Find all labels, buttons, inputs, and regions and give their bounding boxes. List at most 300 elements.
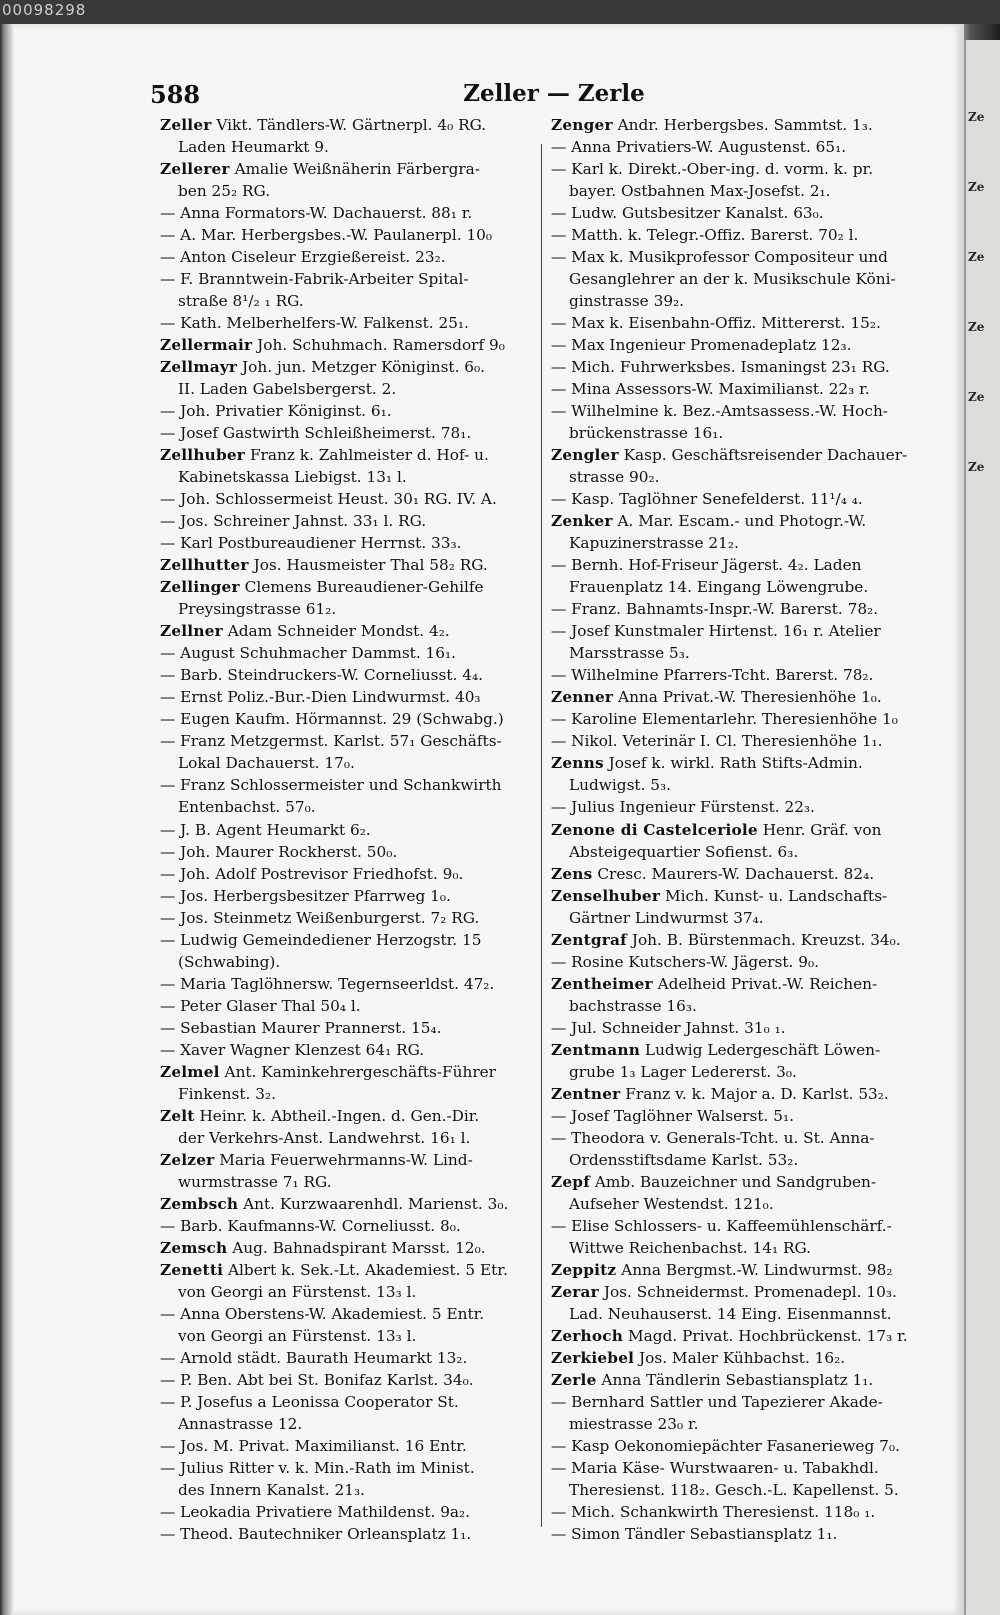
entry-text: — Karl k. Direkt.-Ober-ing. d. vorm. k. pr.: [551, 160, 874, 179]
entry-text: — P. Ben. Abt bei St. Bonifaz Karlst. 34₀.: [160, 1370, 474, 1389]
entry-text: — Kath. Melberhelfers-W. Falkenst. 25₁.: [160, 314, 469, 333]
entry-text: — Jos. Herbergsbesitzer Pfarrweg 1₀.: [160, 886, 451, 905]
entry-text: wurmstrasse 7₁ RG.: [178, 1172, 332, 1191]
entry-text: Clemens Bureaudiener-Gehilfe: [244, 578, 484, 597]
directory-line: [160, 752, 538, 774]
directory-line: [160, 774, 538, 796]
entry-text: Entenbachst. 57₀.: [178, 798, 316, 817]
entry-text: Preysingstrasse 61₂.: [178, 600, 337, 619]
directory-line: [160, 620, 538, 642]
entry-text: — Ernst Poliz.-Bur.-Dien Lindwurmst. 40₃: [160, 688, 481, 707]
directory-line: [160, 114, 538, 136]
directory-line: [160, 1281, 538, 1303]
surname: Zentmann: [551, 1040, 641, 1059]
entry-text: Adelheid Privat.-W. Reichen-: [657, 974, 878, 993]
surname: Zengler: [551, 446, 619, 465]
directory-line: [551, 268, 929, 290]
surname: Zentner: [551, 1084, 621, 1103]
directory-line: [160, 1347, 538, 1369]
surname: Zemsch: [160, 1238, 228, 1257]
entry-text: — Mich. Schankwirth Theresienst. 118₀ ₁.: [551, 1502, 876, 1521]
directory-line: [160, 356, 538, 378]
directory-line: [551, 1237, 929, 1259]
surname: Zenone di Castelceriole: [551, 820, 758, 839]
entry-text: miestrasse 23₀ r.: [569, 1414, 699, 1433]
directory-line: [551, 378, 929, 400]
directory-line: [160, 246, 538, 268]
surname: Zenker: [551, 512, 613, 531]
entry-text: — Mina Assessors-W. Maximilianst. 22₃ r.: [551, 380, 870, 399]
surname: Zellhuber: [160, 446, 246, 465]
directory-line: [160, 1259, 538, 1281]
entry-text: — Joh. Schlossermeist Heust. 30₁ RG. IV. A.: [160, 490, 497, 509]
entry-text: — Barb. Kaufmanns-W. Corneliusst. 8₀.: [160, 1216, 461, 1235]
surname: Zenetti: [160, 1260, 224, 1279]
entry-text: Gesanglehrer an der k. Musikschule Köni-: [569, 270, 896, 289]
entry-text: — Simon Tändler Sebastiansplatz 1₁.: [551, 1525, 838, 1543]
surname: Zellinger: [160, 578, 240, 597]
directory-line: [551, 1369, 929, 1391]
entry-text: der Verkehrs-Anst. Landwehrst. 16₁ l.: [178, 1128, 471, 1147]
entry-text: von Georgi an Fürstenst. 13₃ l.: [178, 1326, 417, 1345]
entry-text: Josef k. wirkl. Rath Stifts-Admin.: [608, 754, 863, 773]
surname: Zenger: [551, 116, 613, 134]
surname: Zens: [551, 864, 593, 883]
entry-text: von Georgi an Fürstenst. 13₃ l.: [178, 1282, 417, 1301]
directory-line: [160, 290, 538, 312]
directory-line: [160, 1303, 538, 1325]
scan-top-strip: [0, 0, 1000, 24]
directory-line: [551, 1083, 929, 1105]
entry-text: — Joh. Adolf Postrevisor Friedhofst. 9₀.: [160, 864, 464, 883]
entry-text: Adam Schneider Mondst. 4₂.: [227, 622, 450, 641]
entry-text: Jos. Hausmeister Thal 58₂ RG.: [253, 556, 488, 575]
entry-text: Heinr. k. Abtheil.-Ingen. d. Gen.-Dir.: [199, 1106, 480, 1125]
entry-text: — Anton Ciseleur Erzgießereist. 23₂.: [160, 248, 446, 267]
directory-line: [160, 1435, 538, 1457]
entry-text: — Joh. Privatier Königinst. 6₁.: [160, 402, 392, 421]
directory-line: [551, 488, 929, 510]
surname: Zenner: [551, 688, 614, 707]
directory-line: [551, 995, 929, 1017]
entry-text: Finkenst. 3₂.: [178, 1084, 276, 1103]
entry-text: — Anna Formators-W. Dachauerst. 88₁ r.: [160, 204, 473, 223]
directory-line: [160, 1369, 538, 1391]
directory-line: [551, 1479, 929, 1501]
entry-text: Kapuzinerstrasse 21₂.: [569, 534, 739, 553]
directory-line: [551, 444, 929, 466]
entry-text: Maria Feuerwehrmanns-W. Lind-: [219, 1150, 473, 1169]
entry-text: — Eugen Kaufm. Hörmannst. 29 (Schwabg.): [160, 710, 504, 729]
surname: Zelt: [160, 1106, 195, 1125]
directory-line: [160, 1149, 538, 1171]
entry-text: straße 8¹/₂ ₁ RG.: [178, 292, 304, 311]
directory-line: [160, 268, 538, 290]
directory-line: [160, 1391, 538, 1413]
entry-text: strasse 90₂.: [569, 468, 660, 487]
entry-text: II. Laden Gabelsbergerst. 2.: [178, 380, 397, 399]
entry-text: Magd. Privat. Hochbrückenst. 17₃ r.: [628, 1326, 908, 1345]
entry-text: — Peter Glaser Thal 50₄ l.: [160, 996, 361, 1015]
entry-text: Aufseher Westendst. 121₀.: [569, 1194, 774, 1213]
directory-line: [551, 1171, 929, 1193]
entry-text: — Franz. Bahnamts-Inspr.-W. Barerst. 78₂.: [551, 600, 879, 619]
entry-text: — Theod. Bautechniker Orleansplatz 1₁.: [160, 1525, 472, 1543]
entry-text: Amb. Bauzeichner und Sandgruben-: [594, 1172, 877, 1191]
entry-text: — Josef Gastwirth Schleißheimerst. 78₁.: [160, 424, 472, 443]
directory-line: [160, 686, 538, 708]
entry-text: — Sebastian Maurer Prannerst. 15₄.: [160, 1018, 442, 1037]
entry-text: — Max k. Musikprofessor Compositeur und: [551, 248, 888, 267]
entry-text: — Franz Schlossermeister und Schankwirth: [160, 776, 502, 795]
surname: Zeller: [160, 116, 212, 134]
directory-line: [551, 664, 929, 686]
directory-line: [160, 907, 538, 929]
entry-text: Lokal Dachauerst. 17₀.: [178, 754, 355, 773]
directory-line: [160, 224, 538, 246]
directory-line: [551, 1435, 929, 1457]
entry-text: Albert k. Sek.-Lt. Akademiest. 5 Etr.: [227, 1260, 508, 1279]
directory-line: [160, 1215, 538, 1237]
directory-line: [551, 400, 929, 422]
entry-text: — Karl Postbureaudiener Herrnst. 33₃.: [160, 534, 462, 553]
directory-line: [551, 1127, 929, 1149]
entry-text: — Wilhelmine Pfarrers-Tcht. Barerst. 78₂.: [551, 666, 874, 685]
entry-text: bachstrasse 16₃.: [569, 996, 697, 1015]
directory-line: [551, 708, 929, 730]
directory-line: [551, 774, 929, 796]
directory-line: [160, 598, 538, 620]
directory-line: [160, 863, 538, 885]
directory-line: [160, 510, 538, 532]
directory-line: [551, 1281, 929, 1303]
directory-line: [551, 1039, 929, 1061]
next-page-fragment: Ze: [968, 320, 985, 334]
next-page-fragment: Ze: [968, 110, 985, 124]
directory-line: [160, 1237, 538, 1259]
directory-line: [160, 334, 538, 356]
directory-line: [551, 1325, 929, 1347]
entry-text: — Leokadia Privatiere Mathildenst. 9a₂.: [160, 1502, 471, 1521]
directory-line: [551, 1501, 929, 1523]
entry-text: — Jul. Schneider Jahnst. 31₀ ₁.: [551, 1018, 786, 1037]
surname: Zelzer: [160, 1150, 215, 1169]
directory-line: [551, 1457, 929, 1479]
directory-line: [160, 158, 538, 180]
directory-line: [551, 598, 929, 620]
entry-text: — Theodora v. Generals-Tcht. u. St. Anna-: [551, 1128, 875, 1147]
entry-text: — Matth. k. Telegr.-Offiz. Barerst. 70₂ l.: [551, 226, 859, 245]
directory-line: [160, 444, 538, 466]
left-column: [160, 114, 538, 1545]
directory-line: [551, 1061, 929, 1083]
entry-text: — Elise Schlossers- u. Kaffeemühlenschärf.-: [551, 1216, 892, 1235]
entry-text: — Max k. Eisenbahn-Offiz. Mittererst. 15₂.: [551, 314, 881, 333]
directory-line: [160, 202, 538, 224]
surname: Zellhutter: [160, 556, 249, 575]
directory-line: [160, 400, 538, 422]
directory-line: [551, 1391, 929, 1413]
entry-text: — Ludwig Gemeindediener Herzogstr. 15: [160, 930, 482, 949]
entry-text: — Kasp Oekonomiepächter Fasanerieweg 7₀.: [551, 1436, 900, 1455]
directory-line: [551, 1413, 929, 1435]
directory-line: [551, 863, 929, 885]
directory-line: [551, 686, 929, 708]
directory-line: [160, 819, 538, 841]
directory-line: [160, 1479, 538, 1501]
directory-line: [160, 1127, 538, 1149]
surname: Zembsch: [160, 1194, 239, 1213]
directory-line: [551, 312, 929, 334]
next-page-fragment: Ze: [968, 390, 985, 404]
entry-text: des Innern Kanalst. 21₃.: [178, 1480, 365, 1499]
entry-text: ben 25₂ RG.: [178, 182, 271, 201]
entry-text: (Schwabing).: [178, 952, 281, 971]
directory-line: [551, 951, 929, 973]
entry-text: — A. Mar. Herbergsbes.-W. Paulanerpl. 10₀: [160, 226, 493, 245]
entry-text: — Rosine Kutschers-W. Jägerst. 9₀.: [551, 952, 819, 971]
directory-line: [551, 1259, 929, 1281]
directory-line: [551, 620, 929, 642]
entry-text: Mich. Kunst- u. Landschafts-: [664, 886, 888, 905]
entry-text: Theresienst. 118₂. Gesch.-L. Kapellenst. 5.: [569, 1480, 899, 1499]
directory-line: [551, 841, 929, 863]
directory-line: [160, 532, 538, 554]
directory-line: [551, 796, 929, 818]
entry-text: — Jos. M. Privat. Maximilianst. 16 Entr.: [160, 1436, 467, 1455]
directory-line: [551, 554, 929, 576]
directory-line: [160, 1061, 538, 1083]
entry-text: — Jos. Schreiner Jahnst. 33₁ l. RG.: [160, 512, 427, 531]
directory-line: [551, 907, 929, 929]
entry-text: — Anna Oberstens-W. Akademiest. 5 Entr.: [160, 1304, 485, 1323]
directory-line: [551, 642, 929, 664]
directory-line: [551, 290, 929, 312]
entry-text: Wittwe Reichenbachst. 14₁ RG.: [569, 1238, 812, 1257]
entry-text: grube 1₃ Lager Ledererst. 3₀.: [569, 1062, 797, 1081]
directory-line: [160, 1325, 538, 1347]
entry-text: Vikt. Tändlers-W. Gärtnerpl. 4₀ RG.: [216, 116, 487, 134]
directory-line: [160, 664, 538, 686]
directory-line: [551, 1215, 929, 1237]
entry-text: Henr. Gräf. von: [762, 820, 882, 839]
surname: Zellerer: [160, 160, 230, 179]
directory-line: [160, 730, 538, 752]
directory-line: [551, 334, 929, 356]
running-head: Zeller — Zerle: [463, 80, 645, 107]
entry-text: — Karoline Elementarlehr. Theresienhöhe 1₀: [551, 710, 898, 729]
directory-line: [160, 312, 538, 334]
entry-text: Cresc. Maurers-W. Dachauerst. 82₄.: [597, 864, 875, 883]
directory-line: [551, 929, 929, 951]
entry-text: Jos. Schneidermst. Promenadepl. 10₃.: [603, 1282, 897, 1301]
surname: Zenns: [551, 754, 604, 773]
directory-line: [160, 1039, 538, 1061]
entry-text: Anna Bergmst.-W. Lindwurmst. 98₂: [621, 1260, 893, 1279]
directory-line: [551, 224, 929, 246]
entry-text: — Julius Ritter v. k. Min.-Rath im Minist.: [160, 1458, 475, 1477]
entry-text: — Mich. Fuhrwerksbes. Ismaningst 23₁ RG.: [551, 358, 890, 377]
entry-text: — Maria Käse- Wurstwaaren- u. Tabakhdl.: [551, 1458, 879, 1477]
entry-text: Ordensstiftsdame Karlst. 53₂.: [569, 1150, 799, 1169]
directory-line: [551, 1523, 929, 1545]
entry-text: — P. Josefus a Leonissa Cooperator St.: [160, 1392, 459, 1411]
entry-text: — Barb. Steindruckers-W. Corneliusst. 4₄.: [160, 666, 483, 685]
entry-text: Laden Heumarkt 9.: [178, 138, 329, 157]
entry-text: Jos. Maler Kühbachst. 16₂.: [639, 1348, 846, 1367]
directory-line: [551, 158, 929, 180]
entry-text: — F. Branntwein-Fabrik-Arbeiter Spital-: [160, 270, 469, 289]
directory-line: [551, 1149, 929, 1171]
entry-text: A. Mar. Escam.- und Photogr.-W.: [617, 512, 867, 531]
entry-text: Kasp. Geschäftsreisender Dachauer-: [623, 446, 908, 465]
surname: Zepf: [551, 1172, 590, 1191]
directory-line: [160, 1083, 538, 1105]
entry-text: Joh. B. Bürstenmach. Kreuzst. 34₀.: [631, 930, 901, 949]
directory-line: [160, 1105, 538, 1127]
directory-line: [160, 1501, 538, 1523]
directory-line: [551, 730, 929, 752]
entry-text: Amalie Weißnäherin Färbergra-: [234, 160, 480, 179]
directory-line: [160, 1413, 538, 1435]
entry-text: Kabinetskassa Liebigst. 13₁ l.: [178, 468, 407, 487]
entry-text: — Franz Metzgermst. Karlst. 57₁ Geschäfts-: [160, 732, 502, 751]
directory-line: [160, 136, 538, 158]
entry-text: — Xaver Wagner Klenzest 64₁ RG.: [160, 1040, 425, 1059]
entry-text: — Wilhelmine k. Bez.-Amtsassess.-W. Hoch-: [551, 402, 888, 421]
directory-line: [160, 708, 538, 730]
directory-line: [551, 202, 929, 224]
surname: Zerhoch: [551, 1326, 624, 1345]
directory-line: [160, 1171, 538, 1193]
surname: Zerkiebel: [551, 1348, 635, 1367]
directory-line: [551, 1347, 929, 1369]
directory-line: [160, 1457, 538, 1479]
directory-line: [551, 246, 929, 268]
directory-line: [160, 995, 538, 1017]
directory-line: [160, 554, 538, 576]
directory-line: [160, 973, 538, 995]
next-page-fragment: Ze: [968, 180, 985, 194]
directory-line: [160, 488, 538, 510]
entry-text: Gärtner Lindwurmst 37₄.: [569, 908, 764, 927]
entry-text: — Josef Kunstmaler Hirtenst. 16₁ r. Atelier: [551, 622, 881, 641]
entry-text: brückenstrasse 16₁.: [569, 424, 724, 443]
entry-text: Ludwig Ledergeschäft Löwen-: [644, 1040, 881, 1059]
directory-line: [551, 752, 929, 774]
surname: Zerar: [551, 1282, 599, 1301]
directory-line: [160, 1017, 538, 1039]
next-page-fragment: Ze: [968, 460, 985, 474]
directory-line: [160, 1193, 538, 1215]
entry-text: Franz k. Zahlmeister d. Hof- u.: [249, 446, 489, 465]
entry-text: Annastrasse 12.: [178, 1414, 303, 1433]
directory-line: [160, 929, 538, 951]
directory-line: [551, 532, 929, 554]
next-page-edge: [964, 40, 1000, 1615]
surname: Zeppitz: [551, 1260, 617, 1279]
entry-text: ginstrasse 39₂.: [569, 292, 685, 311]
directory-line: [551, 819, 929, 841]
entry-text: — Josef Taglöhner Walserst. 5₁.: [551, 1106, 794, 1125]
entry-text: — Nikol. Veterinär I. Cl. Theresienhöhe 1₁.: [551, 732, 883, 751]
directory-page: [14, 24, 964, 1615]
entry-text: — J. B. Agent Heumarkt 6₂.: [160, 820, 371, 839]
scan-id: 00098298: [2, 1, 87, 19]
directory-line: [160, 422, 538, 444]
surname: Zerle: [551, 1370, 597, 1389]
directory-line: [551, 356, 929, 378]
directory-line: [551, 180, 929, 202]
directory-line: [160, 466, 538, 488]
surname: Zentgraf: [551, 930, 627, 949]
entry-text: Ant. Kurzwaarenhdl. Marienst. 3₀.: [243, 1194, 509, 1213]
entry-text: — Maria Taglöhnersw. Tegernseerldst. 47₂.: [160, 974, 495, 993]
entry-text: Franz v. k. Major a. D. Karlst. 53₂.: [625, 1084, 889, 1103]
directory-line: [551, 576, 929, 598]
entry-text: Anna Tändlerin Sebastiansplatz 1₁.: [601, 1370, 874, 1389]
entry-text: — Ludw. Gutsbesitzer Kanalst. 63₀.: [551, 204, 824, 223]
entry-text: Joh. jun. Metzger Königinst. 6₀.: [242, 358, 486, 377]
directory-line: [551, 973, 929, 995]
entry-text: bayer. Ostbahnen Max-Josefst. 2₁.: [569, 182, 831, 201]
entry-text: Marsstrasse 5₃.: [569, 644, 690, 663]
directory-line: [160, 642, 538, 664]
entry-text: Joh. Schuhmach. Ramersdorf 9₀: [257, 336, 505, 355]
directory-line: [551, 422, 929, 444]
directory-line: [160, 576, 538, 598]
entry-text: Andr. Herbergsbes. Sammtst. 1₃.: [617, 116, 873, 134]
entry-text: Ludwigst. 5₃.: [569, 776, 672, 795]
entry-text: — Max Ingenieur Promenadeplatz 12₃.: [551, 336, 852, 355]
entry-text: — Bernhard Sattler und Tapezierer Akade-: [551, 1392, 883, 1411]
directory-line: [160, 378, 538, 400]
directory-line: [551, 114, 929, 136]
entry-text: Lad. Neuhauserst. 14 Eing. Eisenmannst.: [569, 1304, 892, 1323]
column-divider: [541, 144, 542, 1527]
entry-text: — Kasp. Taglöhner Senefelderst. 11¹/₄ ₄.: [551, 490, 863, 509]
directory-line: [551, 885, 929, 907]
directory-line: [551, 1193, 929, 1215]
entry-text: Aug. Bahnadspirant Marsst. 12₀.: [232, 1238, 486, 1257]
surname: Zentheimer: [551, 974, 653, 993]
entry-text: — Bernh. Hof-Friseur Jägerst. 4₂. Laden: [551, 556, 862, 575]
entry-text: — Arnold städt. Baurath Heumarkt 13₂.: [160, 1348, 468, 1367]
directory-line: [160, 1523, 538, 1545]
surname: Zellner: [160, 622, 223, 641]
surname: Zenselhuber: [551, 886, 661, 905]
entry-text: — August Schuhmacher Dammst. 16₁.: [160, 644, 457, 663]
directory-line: [160, 796, 538, 818]
right-column: [551, 114, 929, 1545]
surname: Zelmel: [160, 1062, 220, 1081]
entry-text: Absteigequartier Sofienst. 6₃.: [569, 842, 799, 861]
directory-line: [551, 1105, 929, 1127]
directory-line: [551, 136, 929, 158]
directory-line: [551, 466, 929, 488]
directory-line: [160, 951, 538, 973]
directory-line: [160, 841, 538, 863]
entry-text: Anna Privat.-W. Theresienhöhe 1₀.: [618, 688, 882, 707]
directory-line: [160, 180, 538, 202]
surname: Zellmayr: [160, 358, 238, 377]
surname: Zellermair: [160, 336, 253, 355]
directory-line: [551, 510, 929, 532]
entry-text: — Julius Ingenieur Fürstenst. 22₃.: [551, 798, 815, 817]
entry-text: — Joh. Maurer Rockherst. 50₀.: [160, 842, 398, 861]
directory-line: [160, 885, 538, 907]
next-page-fragment: Ze: [968, 250, 985, 264]
